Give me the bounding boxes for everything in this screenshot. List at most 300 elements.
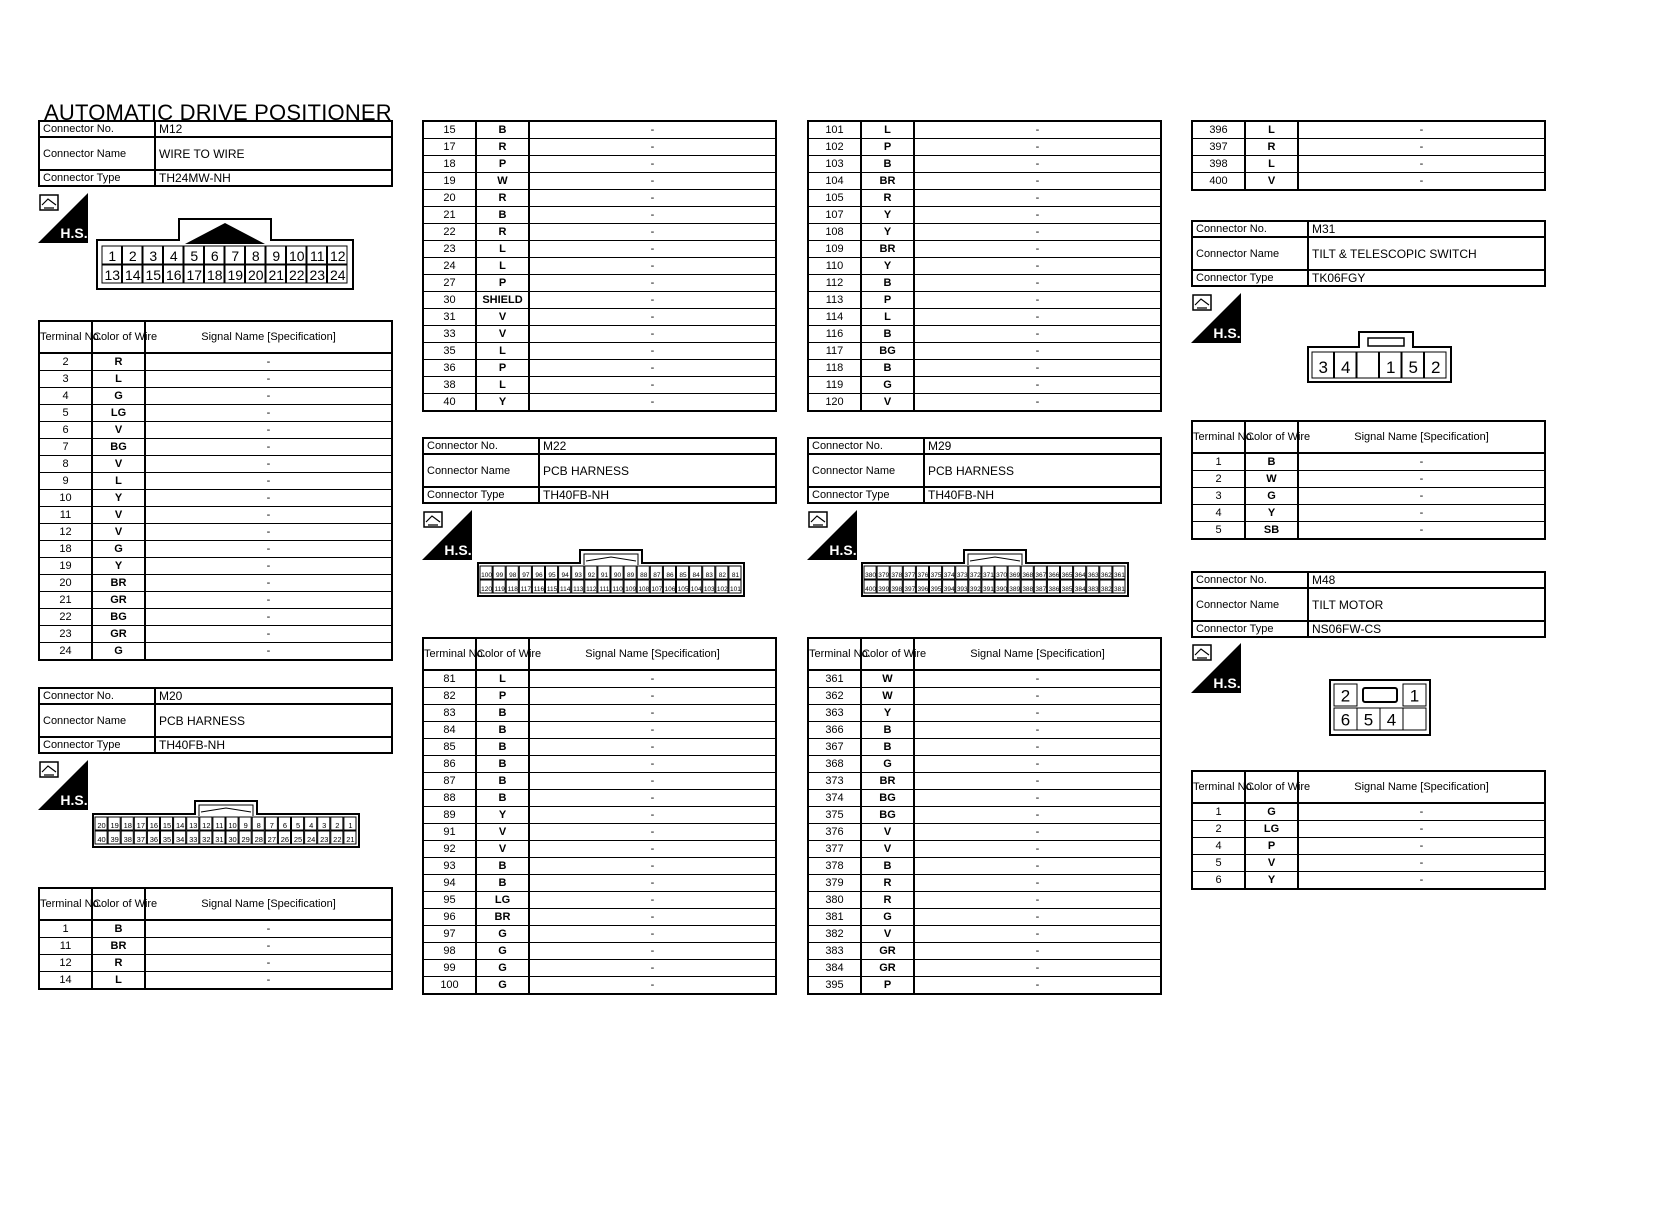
wire-color: L [861, 309, 914, 326]
hs-label: H.S. [1213, 675, 1241, 691]
signal-name: - [1298, 821, 1545, 838]
wire-color: V [861, 926, 914, 943]
signal-name: - [1298, 471, 1545, 488]
terminal-no: 5 [39, 405, 92, 422]
pin-number: 90 [613, 571, 622, 579]
pin-number: 4 [1386, 710, 1397, 730]
terminal-no: 105 [808, 190, 861, 207]
terminal-no: 89 [423, 807, 476, 824]
signal-name: - [529, 360, 776, 377]
signal-name-header: Signal Name [Specification] [1298, 421, 1545, 453]
wire-color-header: Color of Wire [476, 638, 529, 670]
pin-number: 107 [651, 585, 663, 593]
wire-color: GR [861, 943, 914, 960]
signal-name: - [145, 575, 392, 592]
terminal-no-header: Terminal No. [39, 888, 92, 920]
wire-color: V [92, 422, 145, 439]
terminal-table-m29-continued [1191, 120, 1546, 191]
table-row [423, 121, 776, 139]
signal-name-header: Signal Name [Specification] [145, 321, 392, 353]
signal-name: - [914, 807, 1161, 824]
terminal-no: 17 [423, 139, 476, 156]
wire-color: P [1245, 838, 1298, 855]
signal-name: - [1298, 453, 1545, 471]
signal-name: - [529, 756, 776, 773]
table-row [39, 643, 392, 661]
label-connector-no: Connector No. [423, 438, 539, 454]
wire-color: P [476, 275, 529, 292]
pin-number: 95 [548, 571, 556, 579]
signal-name: - [1298, 173, 1545, 191]
terminal-no: 100 [423, 977, 476, 995]
pin-number: 22 [288, 266, 305, 283]
signal-name: - [529, 977, 776, 995]
pin-number: 374 [943, 571, 955, 579]
signal-name: - [145, 422, 392, 439]
table-row [1192, 872, 1545, 890]
table-row [1192, 173, 1545, 191]
connector-latch [1363, 688, 1397, 702]
terminal-no: 396 [1192, 121, 1245, 139]
table-row [423, 241, 776, 258]
signal-name: - [914, 292, 1161, 309]
pin-number: 1 [348, 820, 353, 830]
terminal-no: 81 [423, 670, 476, 688]
signal-name: - [1298, 522, 1545, 540]
pin-number: 83 [705, 571, 713, 579]
wire-color: G [476, 977, 529, 995]
table-row [808, 807, 1161, 824]
terminal-no: 108 [808, 224, 861, 241]
terminal-no: 21 [39, 592, 92, 609]
table-row [808, 960, 1161, 977]
wire-color: B [476, 739, 529, 756]
signal-name: - [529, 173, 776, 190]
terminal-no: 118 [808, 360, 861, 377]
signal-name: - [914, 309, 1161, 326]
table-row [423, 824, 776, 841]
wire-color: R [861, 875, 914, 892]
signal-name: - [1298, 872, 1545, 890]
pin-number: 84 [692, 571, 700, 579]
pin-number: 29 [241, 834, 250, 844]
signal-name-header: Signal Name [Specification] [145, 888, 392, 920]
terminal-no: 87 [423, 773, 476, 790]
connector-type: TH40FB-NH [155, 737, 392, 753]
terminal-no: 23 [423, 241, 476, 258]
pin-number: 376 [917, 571, 929, 579]
pin-number: 369 [1009, 571, 1021, 579]
table-row [423, 807, 776, 824]
wire-color: B [861, 275, 914, 292]
label-connector-name: Connector Name [423, 454, 539, 487]
table-row [423, 343, 776, 360]
pin-number: 370 [996, 571, 1007, 579]
connector-info-m31 [1191, 220, 1546, 287]
table-row [423, 326, 776, 343]
terminal-no: 95 [423, 892, 476, 909]
terminal-no: 40 [423, 394, 476, 412]
table-row [39, 592, 392, 609]
wire-color: P [476, 688, 529, 705]
signal-name-header: Signal Name [Specification] [1298, 771, 1545, 803]
signal-name: - [914, 190, 1161, 207]
terminal-no: 1 [39, 920, 92, 938]
pin-number: 36 [149, 834, 159, 844]
terminal-no: 86 [423, 756, 476, 773]
pin-number: 12 [329, 247, 346, 264]
terminal-no: 1 [1192, 453, 1245, 471]
wire-color: L [476, 377, 529, 394]
table-row [39, 955, 392, 972]
pin-number: 118 [507, 585, 518, 593]
terminal-no: 10 [39, 490, 92, 507]
connector-face-m20 [92, 800, 360, 848]
table-row [39, 371, 392, 388]
wire-color: Y [476, 394, 529, 412]
terminal-table-m48 [1191, 770, 1546, 890]
wire-color: BG [861, 343, 914, 360]
terminal-no: 7 [39, 439, 92, 456]
pin-number: 372 [969, 571, 981, 579]
wire-color: P [476, 360, 529, 377]
terminal-no: 109 [808, 241, 861, 258]
table-row [423, 207, 776, 224]
table-row [39, 972, 392, 990]
signal-name: - [145, 626, 392, 643]
terminal-no: 104 [808, 173, 861, 190]
connector-type: TK06FGY [1308, 270, 1545, 286]
wire-color: B [476, 875, 529, 892]
wire-color: SB [1245, 522, 1298, 540]
table-row [423, 258, 776, 275]
terminal-no: 24 [423, 258, 476, 275]
pin-number: 105 [677, 585, 689, 593]
signal-name: - [529, 773, 776, 790]
terminal-no: 98 [423, 943, 476, 960]
wire-color: Y [1245, 872, 1298, 890]
wire-color: B [861, 326, 914, 343]
pin-number: 102 [716, 585, 728, 593]
connector-no: M12 [155, 121, 392, 137]
signal-name: - [145, 405, 392, 422]
terminal-no: 2 [39, 353, 92, 371]
pin-number: 81 [731, 571, 740, 579]
pin-number: 368 [1022, 571, 1034, 579]
pin-number: 393 [956, 585, 968, 593]
connector-name: TILT MOTOR [1308, 588, 1545, 621]
terminal-no: 4 [1192, 838, 1245, 855]
pin-number: 2 [1431, 357, 1441, 377]
terminal-no: 96 [423, 909, 476, 926]
pin-number: 39 [110, 834, 119, 844]
signal-name: - [529, 943, 776, 960]
table-row [808, 841, 1161, 858]
terminal-no: 368 [808, 756, 861, 773]
terminal-no: 380 [808, 892, 861, 909]
pin-number: 3 [1318, 357, 1328, 377]
connector-face-m22 [477, 549, 745, 597]
signal-name: - [1298, 803, 1545, 821]
table-row [39, 507, 392, 524]
pin-number: 2 [128, 247, 137, 264]
terminal-no-header: Terminal No. [423, 638, 476, 670]
table-row [423, 943, 776, 960]
terminal-table-m29 [807, 637, 1162, 995]
hs-harness-side-icon [1191, 293, 1241, 343]
pin-number: 5 [190, 247, 199, 264]
wire-color: L [476, 670, 529, 688]
connector-name: WIRE TO WIRE [155, 137, 392, 170]
terminal-no: 3 [1192, 488, 1245, 505]
pin-number: 9 [272, 247, 281, 264]
signal-name: - [914, 275, 1161, 292]
wire-color: R [476, 190, 529, 207]
pin-number: 363 [1087, 571, 1099, 579]
signal-name: - [914, 977, 1161, 995]
pin-number: 389 [1009, 585, 1021, 593]
table-row [808, 773, 1161, 790]
pin-number: 391 [983, 585, 994, 593]
terminal-no: 33 [423, 326, 476, 343]
pin-number: 378 [891, 571, 903, 579]
wire-color: G [476, 926, 529, 943]
terminal-no: 2 [1192, 471, 1245, 488]
pin-number: 94 [561, 571, 569, 579]
terminal-no: 94 [423, 875, 476, 892]
signal-name: - [914, 926, 1161, 943]
wire-color: B [476, 790, 529, 807]
signal-name: - [914, 258, 1161, 275]
table-row [808, 377, 1161, 394]
connector-pin [1357, 352, 1379, 378]
wire-color: V [476, 309, 529, 326]
table-row [1192, 471, 1545, 488]
signal-name: - [145, 473, 392, 490]
hs-harness-side-icon [38, 760, 88, 810]
pin-number: 38 [123, 834, 132, 844]
pin-number: 108 [638, 585, 650, 593]
table-row [39, 938, 392, 955]
pin-number: 96 [535, 571, 543, 579]
pin-number: 400 [865, 585, 876, 593]
wire-color: LG [1245, 821, 1298, 838]
wire-color: B [861, 156, 914, 173]
signal-name: - [529, 875, 776, 892]
signal-name: - [145, 388, 392, 405]
signal-name: - [914, 824, 1161, 841]
signal-name: - [145, 920, 392, 938]
signal-name: - [529, 841, 776, 858]
wire-color: Y [861, 258, 914, 275]
connector-type: TH40FB-NH [924, 487, 1161, 503]
wire-color: GR [92, 626, 145, 643]
terminal-no: 376 [808, 824, 861, 841]
pin-number: 395 [930, 585, 942, 593]
wire-color: W [861, 688, 914, 705]
pin-number: 87 [653, 571, 661, 579]
table-row [39, 920, 392, 938]
signal-name: - [529, 670, 776, 688]
pin-number: 1 [108, 247, 117, 264]
terminal-no: 11 [39, 507, 92, 524]
pin-number: 17 [186, 266, 203, 283]
terminal-no: 20 [423, 190, 476, 207]
terminal-table-m20 [38, 887, 393, 990]
signal-name: - [914, 394, 1161, 412]
wire-color: Y [476, 807, 529, 824]
pin-number: 11 [215, 820, 224, 830]
pin-number: 12 [202, 820, 211, 830]
pin-number: 112 [586, 585, 597, 593]
signal-name: - [914, 943, 1161, 960]
table-row [808, 739, 1161, 756]
wire-color: G [92, 643, 145, 661]
terminal-no: 88 [423, 790, 476, 807]
wire-color: Y [1245, 505, 1298, 522]
terminal-no: 1 [1192, 803, 1245, 821]
signal-name-header: Signal Name [Specification] [529, 638, 776, 670]
wire-color: BR [92, 938, 145, 955]
connector-no: M31 [1308, 221, 1545, 237]
terminal-no: 27 [423, 275, 476, 292]
connector-name: PCB HARNESS [155, 704, 392, 737]
wire-color: BG [861, 807, 914, 824]
wire-color: P [861, 292, 914, 309]
signal-name: - [529, 705, 776, 722]
label-connector-no: Connector No. [39, 688, 155, 704]
pin-number: 13 [104, 266, 121, 283]
pin-number: 86 [666, 571, 674, 579]
signal-name: - [145, 609, 392, 626]
terminal-no: 9 [39, 473, 92, 490]
wire-color: P [861, 977, 914, 995]
table-row [808, 207, 1161, 224]
pin-number: 8 [256, 820, 261, 830]
pin-number: 361 [1114, 571, 1125, 579]
pin-number: 21 [268, 266, 285, 283]
table-row [808, 909, 1161, 926]
pin-number: 399 [878, 585, 890, 593]
pin-number: 371 [983, 571, 994, 579]
signal-name: - [145, 592, 392, 609]
signal-name: - [529, 275, 776, 292]
connector-no: M20 [155, 688, 392, 704]
terminal-no: 19 [39, 558, 92, 575]
pin-number: 383 [1087, 585, 1099, 593]
hs-label: H.S. [829, 542, 857, 558]
signal-name: - [1298, 121, 1545, 139]
wire-color: R [861, 892, 914, 909]
pin-number: 377 [904, 571, 916, 579]
wire-color: B [476, 207, 529, 224]
pin-number: 398 [891, 585, 903, 593]
wire-color: LG [92, 405, 145, 422]
signal-name: - [914, 670, 1161, 688]
hs-harness-side-icon [38, 193, 88, 243]
table-row [808, 309, 1161, 326]
pin-number: 3 [149, 247, 158, 264]
terminal-no: 383 [808, 943, 861, 960]
pin-number: 104 [690, 585, 702, 593]
signal-name: - [529, 909, 776, 926]
pin-number: 106 [664, 585, 676, 593]
wire-color: B [476, 121, 529, 139]
terminal-no: 30 [423, 292, 476, 309]
terminal-no: 363 [808, 705, 861, 722]
table-row [1192, 121, 1545, 139]
table-row [423, 688, 776, 705]
pin-number: 4 [169, 247, 178, 264]
wire-color: G [1245, 488, 1298, 505]
signal-name: - [1298, 488, 1545, 505]
table-row [423, 756, 776, 773]
table-row [808, 121, 1161, 139]
label-connector-no: Connector No. [1192, 572, 1308, 588]
table-row [39, 626, 392, 643]
pin-number: 386 [1048, 585, 1060, 593]
terminal-no: 92 [423, 841, 476, 858]
table-row [808, 139, 1161, 156]
pin-number: 392 [969, 585, 981, 593]
wire-color: B [92, 920, 145, 938]
signal-name: - [914, 326, 1161, 343]
terminal-no: 400 [1192, 173, 1245, 191]
hs-harness-side-icon [807, 510, 857, 560]
signal-name: - [529, 926, 776, 943]
terminal-no: 5 [1192, 855, 1245, 872]
pin-number: 366 [1048, 571, 1060, 579]
terminal-no: 110 [808, 258, 861, 275]
table-row [423, 224, 776, 241]
wire-color: G [861, 909, 914, 926]
table-row [808, 943, 1161, 960]
pin-number: 91 [600, 571, 609, 579]
table-row [39, 490, 392, 507]
wire-color: V [1245, 855, 1298, 872]
pin-number: 19 [110, 820, 119, 830]
pin-number: 32 [202, 834, 211, 844]
pin-number: 18 [123, 820, 132, 830]
table-row [808, 156, 1161, 173]
wire-color: V [92, 456, 145, 473]
signal-name: - [914, 790, 1161, 807]
signal-name: - [529, 258, 776, 275]
table-row [423, 705, 776, 722]
signal-name: - [914, 858, 1161, 875]
pin-number: 16 [165, 266, 182, 283]
wire-color: L [476, 343, 529, 360]
terminal-no: 31 [423, 309, 476, 326]
table-row [39, 558, 392, 575]
connector-type: TH40FB-NH [539, 487, 776, 503]
pin-number: 93 [574, 571, 582, 579]
terminal-no: 366 [808, 722, 861, 739]
table-row [423, 377, 776, 394]
signal-name: - [914, 875, 1161, 892]
terminal-no: 373 [808, 773, 861, 790]
terminal-no: 84 [423, 722, 476, 739]
table-row [423, 722, 776, 739]
pin-number: 92 [587, 571, 595, 579]
table-row [808, 790, 1161, 807]
pin-number: 7 [231, 247, 240, 264]
terminal-no: 24 [39, 643, 92, 661]
signal-name: - [529, 156, 776, 173]
signal-name: - [914, 688, 1161, 705]
wire-color: G [92, 388, 145, 405]
wire-color: R [476, 224, 529, 241]
